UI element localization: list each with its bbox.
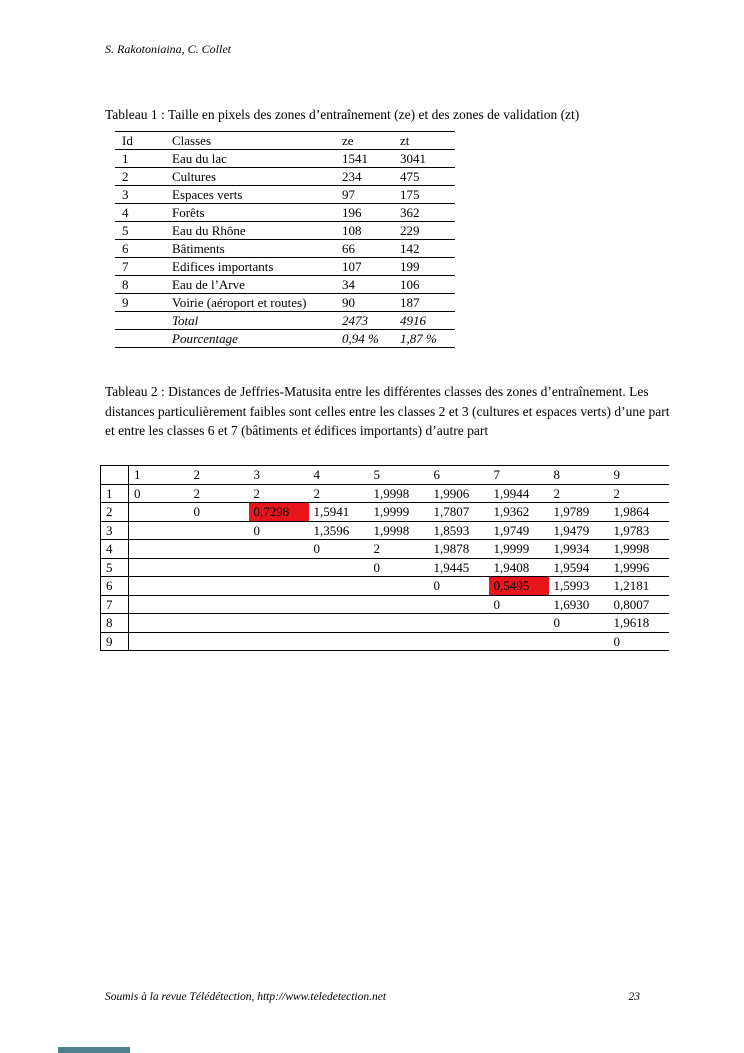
table1-row [115, 204, 455, 222]
table1-cell: Bâtiments [172, 240, 342, 258]
table2-cell [129, 614, 189, 633]
table2-cell [189, 595, 249, 614]
table1-cell: 66 [342, 240, 400, 258]
scan-edge-artifact [58, 1047, 130, 1053]
table2-row [101, 595, 669, 614]
table2-cell [369, 595, 429, 614]
running-head: S. Rakotoniaina, C. Collet [105, 42, 231, 56]
table2-cell: 0 [429, 577, 489, 596]
table2-row [101, 614, 669, 633]
table2-cell: 1,9783 [609, 521, 669, 540]
table1-row [115, 312, 455, 330]
table2-cell: 1,5941 [309, 503, 369, 522]
table1-cell: 4 [115, 204, 172, 222]
table2-cell: 1,9996 [609, 558, 669, 577]
table2-cell: 2 [549, 484, 609, 503]
table2-cell [549, 632, 609, 651]
table2-caption: Tableau 2 : Distances de Jeffries-Matusita entre les différentes classes des zones d’entraînement. Les distances particulièrement faibles sont celles entre les classes 2 et 3 (cultures et espaces verts) d’une part et entre les classes 6 et 7 (bâtiments et édifices importants) d’autre part [105, 384, 670, 438]
table1-caption: Tableau 1 : Taille en pixels des zones d’entraînement (ze) et des zones de validation (zt) [105, 107, 580, 122]
table2-cell [129, 521, 189, 540]
table2-col-header: 7 [489, 466, 549, 485]
table2-cell: 0 [609, 632, 669, 651]
table2-row [101, 521, 669, 540]
table2-cell [189, 521, 249, 540]
table2-cell [249, 577, 309, 596]
table2-col-header: 5 [369, 466, 429, 485]
table1-cell [115, 312, 172, 330]
table2-cell [369, 577, 429, 596]
table2-cell: 1,9998 [369, 484, 429, 503]
table1-cell: 1,87 % [400, 330, 455, 348]
table2-row [101, 577, 669, 596]
table2-cell: 1,9408 [489, 558, 549, 577]
table2-cell: 1,2181 [609, 577, 669, 596]
table1-cell: 3 [115, 186, 172, 204]
table1-cell: 4916 [400, 312, 455, 330]
footer-note: Soumis à la revue Télédétection, http://www.teledetection.net [105, 991, 387, 1003]
table1-cell: 7 [115, 258, 172, 276]
table2-cell: 2 [609, 484, 669, 503]
table2-cell: 1,9479 [549, 521, 609, 540]
table2-row-header: 8 [101, 614, 129, 633]
table1-cell: Eau du lac [172, 150, 342, 168]
table2-cell: 0 [369, 558, 429, 577]
table2-cell: 1,6930 [549, 595, 609, 614]
table2-col-header: 6 [429, 466, 489, 485]
table2-header-row [101, 466, 669, 485]
table2-cell [309, 614, 369, 633]
table2-cell: 0 [549, 614, 609, 633]
table2-row [101, 484, 669, 503]
table1-cell: 34 [342, 276, 400, 294]
table1-cell: 8 [115, 276, 172, 294]
table1-body [115, 150, 455, 348]
table2-corner-cell [101, 466, 129, 485]
table2-col-header: 4 [309, 466, 369, 485]
table2-cell [429, 632, 489, 651]
table2-cell: 1,9618 [609, 614, 669, 633]
table2-col-header: 3 [249, 466, 309, 485]
table1-cell: 97 [342, 186, 400, 204]
table1-cell: 2 [115, 168, 172, 186]
table2-cell: 1,5993 [549, 577, 609, 596]
table1-cell: 9 [115, 294, 172, 312]
table2-row-header: 5 [101, 558, 129, 577]
table2-cell [429, 614, 489, 633]
table1-cell [115, 330, 172, 348]
table1-cell: 108 [342, 222, 400, 240]
table2-cell [249, 540, 309, 559]
table2-cell [369, 614, 429, 633]
table2-col-header: 8 [549, 466, 609, 485]
table2-cell [489, 614, 549, 633]
table2-cell [309, 595, 369, 614]
table1-cell: 234 [342, 168, 400, 186]
table2-cell: 1,9789 [549, 503, 609, 522]
table2-cell: 1,9749 [489, 521, 549, 540]
table2-highlighted-cell: 0,5495 [489, 577, 549, 596]
table1-row [115, 258, 455, 276]
table2-cell [129, 632, 189, 651]
page-footer [105, 991, 640, 1003]
table1-header-row [115, 132, 455, 150]
table1-cell: Pourcentage [172, 330, 342, 348]
table1-row [115, 168, 455, 186]
table2-cell: 1,3596 [309, 521, 369, 540]
table2-cell [249, 632, 309, 651]
table1-cell: Espaces verts [172, 186, 342, 204]
table2-cell: 1,9934 [549, 540, 609, 559]
table2-cell: 0 [249, 521, 309, 540]
table2-cell: 1,7807 [429, 503, 489, 522]
table1-row [115, 240, 455, 258]
table2-row [101, 632, 669, 651]
table1-cell: 6 [115, 240, 172, 258]
table1-cell: 90 [342, 294, 400, 312]
table1-col-header: Id [115, 132, 172, 150]
table1-cell: Edifices importants [172, 258, 342, 276]
table2-cell: 1,9594 [549, 558, 609, 577]
table2-row [101, 558, 669, 577]
table1-cell: 1 [115, 150, 172, 168]
table2-cell [489, 632, 549, 651]
table2-cell [249, 558, 309, 577]
table1-cell: Eau de l’Arve [172, 276, 342, 294]
table2-cell: 0,8007 [609, 595, 669, 614]
table2-cell: 1,9906 [429, 484, 489, 503]
table2-cell [249, 614, 309, 633]
table2-cell: 0 [309, 540, 369, 559]
table2-cell [129, 540, 189, 559]
table2-cell: 2 [369, 540, 429, 559]
table2-cell: 0 [129, 484, 189, 503]
table1-cell: 475 [400, 168, 455, 186]
table1-cell: 107 [342, 258, 400, 276]
table2-cell: 2 [189, 484, 249, 503]
table1-cell: Total [172, 312, 342, 330]
table2-col-header: 2 [189, 466, 249, 485]
table2-row [101, 540, 669, 559]
table1-cell: 3041 [400, 150, 455, 168]
table2-row-header: 2 [101, 503, 129, 522]
table1-cell: 1541 [342, 150, 400, 168]
table1-cell: Forêts [172, 204, 342, 222]
table2-cell [129, 503, 189, 522]
table2-cell [309, 632, 369, 651]
table1-row [115, 330, 455, 348]
table1-cell: 199 [400, 258, 455, 276]
table2-cell: 1,8593 [429, 521, 489, 540]
table2-cell [309, 558, 369, 577]
table2-row-header: 4 [101, 540, 129, 559]
table2-cell: 1,9864 [609, 503, 669, 522]
table1-col-header: Classes [172, 132, 342, 150]
table2-highlighted-cell: 0,7298 [249, 503, 309, 522]
table2-body [101, 484, 669, 651]
table2-col-header: 9 [609, 466, 669, 485]
table1-row [115, 186, 455, 204]
table2-cell [129, 558, 189, 577]
table2-cell: 1,9998 [369, 521, 429, 540]
table1-cell: 196 [342, 204, 400, 222]
table2-cell: 0 [189, 503, 249, 522]
table2-cell [249, 595, 309, 614]
table2-cell: 2 [249, 484, 309, 503]
table1-cell: 229 [400, 222, 455, 240]
table1-row [115, 150, 455, 168]
table2-cell [189, 540, 249, 559]
table2-cell [189, 632, 249, 651]
table2-cell [189, 614, 249, 633]
table1-row [115, 276, 455, 294]
table1-cell: 5 [115, 222, 172, 240]
table2-cell: 1,9362 [489, 503, 549, 522]
table1-row [115, 294, 455, 312]
table2-row-header: 1 [101, 484, 129, 503]
table1-cell: 142 [400, 240, 455, 258]
table2-cell [369, 632, 429, 651]
page-number: 23 [628, 991, 640, 1003]
table2-col-header: 1 [129, 466, 189, 485]
table2-cell [309, 577, 369, 596]
table2-row-header: 9 [101, 632, 129, 651]
table1-cell: 0,94 % [342, 330, 400, 348]
table2-cell: 2 [309, 484, 369, 503]
table2-row-header: 3 [101, 521, 129, 540]
table2-cell [129, 577, 189, 596]
table2-cell [189, 558, 249, 577]
table1-cell: 2473 [342, 312, 400, 330]
table1-cell: Cultures [172, 168, 342, 186]
table2-cell [129, 595, 189, 614]
table1-col-header: zt [400, 132, 455, 150]
table1-cell: 187 [400, 294, 455, 312]
table1-cell: 106 [400, 276, 455, 294]
table2-cell: 1,9998 [609, 540, 669, 559]
table2-cell: 1,9999 [369, 503, 429, 522]
table2-cell [429, 595, 489, 614]
table1-cell: 175 [400, 186, 455, 204]
table2-cell [189, 577, 249, 596]
table2-cell: 1,9944 [489, 484, 549, 503]
table1-row [115, 222, 455, 240]
table1-col-header: ze [342, 132, 400, 150]
table2-cell: 1,9445 [429, 558, 489, 577]
table2-cell: 1,9878 [429, 540, 489, 559]
table2-cell: 1,9999 [489, 540, 549, 559]
table2-cell: 0 [489, 595, 549, 614]
table2-row-header: 6 [101, 577, 129, 596]
table1 [115, 131, 455, 348]
table1-cell: Voirie (aéroport et routes) [172, 294, 342, 312]
table1-cell: Eau du Rhône [172, 222, 342, 240]
table1-cell: 362 [400, 204, 455, 222]
table2 [100, 465, 669, 651]
table2-row-header: 7 [101, 595, 129, 614]
table2-row [101, 503, 669, 522]
